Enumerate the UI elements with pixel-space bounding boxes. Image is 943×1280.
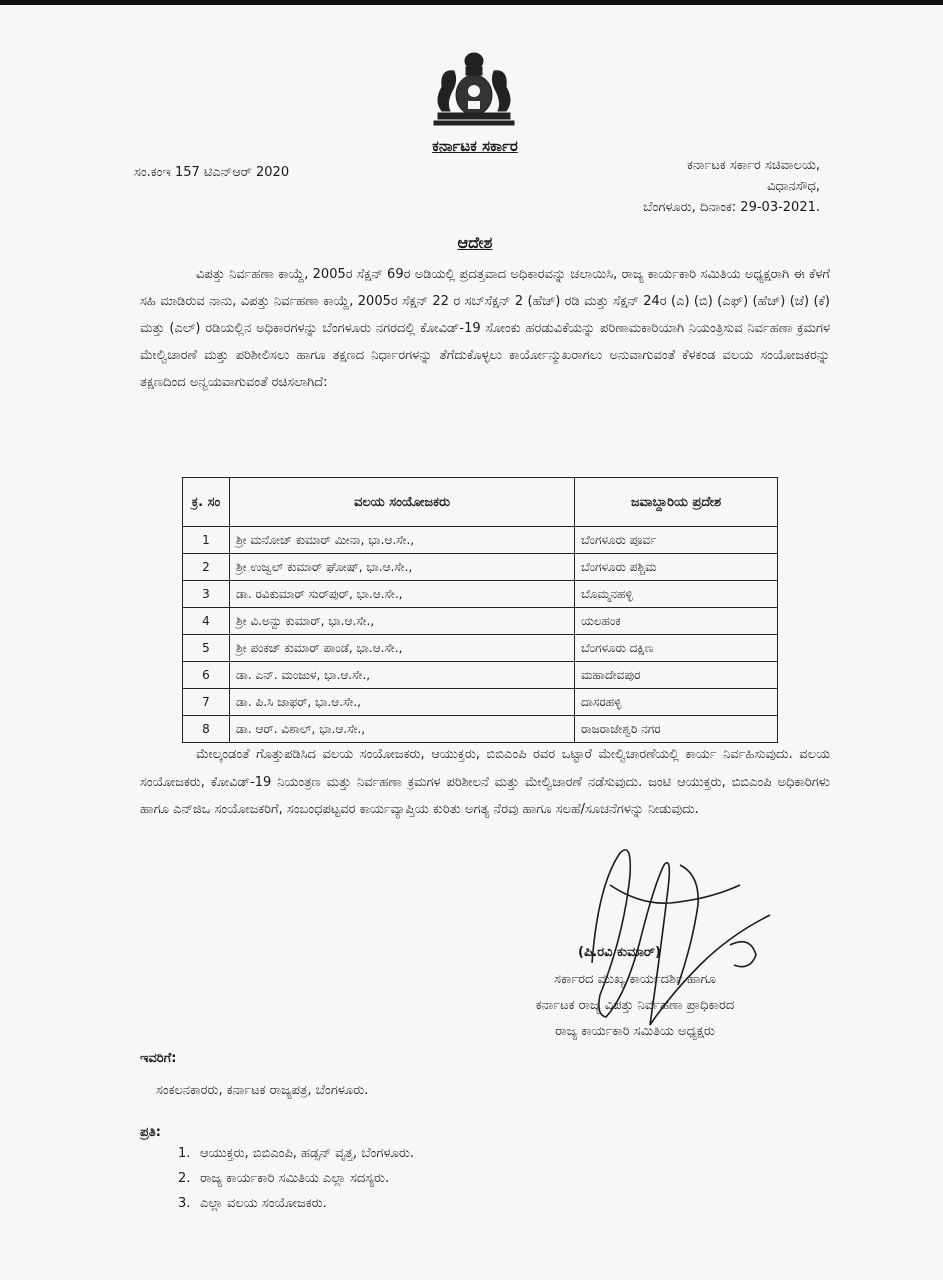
table-row xyxy=(183,689,778,716)
row-serial: 3 xyxy=(183,581,230,608)
table-row xyxy=(183,554,778,581)
row-coordinator: ಶ್ರೀ ವಿ.ಅನ್ಬು ಕುಮಾರ್, ಭಾ.ಆ.ಸೇ., xyxy=(230,608,575,635)
table-row xyxy=(183,527,778,554)
copy-recipient-list xyxy=(178,1141,414,1216)
row-coordinator: ಶ್ರೀ ಪಂಕಜ್ ಕುಮಾರ್ ಪಾಂಡೆ, ಭಾ.ಆ.ಸೇ., xyxy=(230,635,575,662)
address-line: ವಿಧಾನಸೌಧ, xyxy=(767,179,820,194)
order-paragraph-main: ವಿಪತ್ತು ನಿರ್ವಹಣಾ ಕಾಯ್ದೆ, 2005ರ ಸೆಕ್ಷನ್ 69ರ ಅಡಿಯಲ್ಲಿ ಪ್ರದತ್ತವಾದ ಅಧಿಕಾರವನ್ನು ಚಲಾಯಿಸಿ, ರಾಜ್ಯ ಕಾರ್ಯಕಾರಿ ಸಮಿತಿಯ ಅಧ್ಯಕ್ಷರಾಗಿ ಈ ಕೆಳಗೆ ಸಹಿ ಮಾಡಿರುವ ನಾನು, ವಿಪತ್ತು ನಿರ್ವಹಣಾ ಕಾಯ್ದೆ, 2005ರ ಸೆಕ್ಷನ್ 22 ರ ಸಬ್‌ಸೆಕ್ಷನ್ 2 (ಹೆಚ್) ರಡಿ ಮತ್ತು ಸೆಕ್ಷನ್ 24ರ (ಎ) (ಬಿ) (ಎಫ್) (ಹೆಚ್) (ಜೆ) (ಕೆ) ಮತ್ತು (ಎಲ್) ರಡಿಯಲ್ಲಿನ ಅಧಿಕಾರಗಳನ್ನು ಬೆಂಗಳೂರು ನಗರದಲ್ಲಿ ಕೋವಿಡ್-19 ಸೋಂಕು ಹರಡುವಿಕೆಯನ್ನು ಪರಿಣಾಮಕಾರಿಯಾಗಿ ನಿಯಂತ್ರಿಸುವ ನಿರ್ವಹಣಾ ಕ್ರಮಗಳ ಮೇಲ್ವಿಚಾರಣೆ ಮತ್ತು ಪರಿಶೀಲಿಸಲು ಹಾಗೂ ತಕ್ಷಣದ ನಿರ್ಧಾರಗಳನ್ನು ತೆಗೆದುಕೊಳ್ಳಲು ಕಾರ್ಯೋನ್ಮುಖರಾಗಲು ಅನುವಾಗುವಂತೆ ಕೆಳಕಂಡ ವಲಯ ಸಂಯೋಜಕರನ್ನು ತಕ್ಷಣದಿಂದ ಅನ್ವಯವಾಗುವಂತೆ ರಚಿಸಲಾಗಿದೆ: xyxy=(140,267,830,390)
signatory-name: (ಪಿ.ರವಿ ಕುಮಾರ್) xyxy=(578,945,661,960)
row-serial: 2 xyxy=(183,554,230,581)
row-coordinator: ಡಾ. ಪಿ.ಸಿ ಜಾಫರ್, ಭಾ.ಆ.ಸೇ., xyxy=(230,689,575,716)
table-header-row xyxy=(183,478,778,527)
to-recipient: ಸಂಕಲನಕಾರರು, ಕರ್ನಾಟಕ ರಾಜ್ಯಪತ್ರ, ಬೆಂಗಳೂರು. xyxy=(156,1083,369,1098)
header-serial-no: ಕ್ರ. ಸಂ xyxy=(183,478,230,527)
signatory-designation xyxy=(470,967,800,1045)
address-date-line: ಬೆಂಗಳೂರು, ದಿನಾಂಕ: 29-03-2021. xyxy=(643,200,820,215)
government-title: ಕರ್ನಾಟಕ ಸರ್ಕಾರ xyxy=(432,137,518,155)
list-item xyxy=(178,1166,414,1191)
row-area: ಬೊಮ್ಮನಹಳ್ಳಿ xyxy=(575,581,778,608)
list-item-text: ರಾಜ್ಯ ಕಾರ್ಯಕಾರಿ ಸಮಿತಿಯ ಎಲ್ಲಾ ಸದಸ್ಯರು. xyxy=(200,1171,390,1186)
row-coordinator: ಡಾ. ಆರ್. ವಿಶಾಲ್, ಭಾ.ಆ.ಸೇ., xyxy=(230,716,575,743)
row-serial: 7 xyxy=(183,689,230,716)
row-coordinator: ಶ್ರೀ ಉಜ್ವಲ್ ಕುಮಾರ್ ಘೋಷ್, ಭಾ.ಆ.ಸೇ., xyxy=(230,554,575,581)
address-line: ಕರ್ನಾಟಕ ಸರ್ಕಾರ ಸಚಿವಾಲಯ, xyxy=(686,158,820,173)
list-item-text: ಎಲ್ಲಾ ವಲಯ ಸಂಯೋಜಕರು. xyxy=(200,1196,327,1211)
list-item-number: 3. xyxy=(178,1196,191,1211)
order-title: ಆದೇಶ xyxy=(457,233,493,252)
list-item xyxy=(178,1141,414,1166)
row-area: ರಾಜರಾಜೇಶ್ವರಿ ನಗರ xyxy=(575,716,778,743)
row-area: ಬೆಂಗಳೂರು ದಕ್ಷಿಣ xyxy=(575,635,778,662)
copy-label: ಪ್ರತಿ: xyxy=(140,1125,161,1140)
row-area: ಮಹಾದೇವಪುರ xyxy=(575,662,778,689)
table-row xyxy=(183,581,778,608)
state-emblem-icon xyxy=(428,47,520,133)
table-row xyxy=(183,716,778,743)
row-area: ದಾಸರಹಳ್ಳಿ xyxy=(575,689,778,716)
designation-line: ಕರ್ನಾಟಕ ರಾಜ್ಯ ವಿಪತ್ತು ನಿರ್ವಹಣಾ ಪ್ರಾಧಿಕಾರದ xyxy=(535,998,735,1013)
table-row xyxy=(183,635,778,662)
document-page xyxy=(0,5,943,1280)
designation-line: ರಾಜ್ಯ ಕಾರ್ಯಕಾರಿ ಸಮಿತಿಯ ಅಧ್ಯಕ್ಷರು xyxy=(555,1024,715,1039)
list-item-number: 1. xyxy=(178,1146,191,1161)
row-coordinator: ಶ್ರೀ ಮನೋಜ್ ಕುಮಾರ್ ಮೀನಾ, ಭಾ.ಆ.ಸೇ., xyxy=(230,527,575,554)
list-item xyxy=(178,1191,414,1216)
list-item-text: ಆಯುಕ್ತರು, ಬಿಬಿಎಂಪಿ, ಹಡ್ಸನ್ ವೃತ್ತ, ಬೆಂಗಳೂರು. xyxy=(200,1146,414,1161)
row-serial: 8 xyxy=(183,716,230,743)
row-coordinator: ಡಾ. ರವಿಕುಮಾರ್ ಸುರ್‌ಪುರ್, ಭಾ.ಆ.ಸೇ., xyxy=(230,581,575,608)
header-area: ಜವಾಬ್ದಾರಿಯ ಪ್ರದೇಶ xyxy=(575,478,778,527)
table-row xyxy=(183,608,778,635)
row-serial: 1 xyxy=(183,527,230,554)
table-row xyxy=(183,662,778,689)
header-coordinator: ವಲಯ ಸಂಯೋಜಕರು xyxy=(230,478,575,527)
list-item-number: 2. xyxy=(178,1171,191,1186)
reference-number: ಸಂ.ಕಂಇ 157 ಟಿಎನ್‌ಆರ್ 2020 xyxy=(134,165,290,180)
row-serial: 6 xyxy=(183,662,230,689)
row-serial: 5 xyxy=(183,635,230,662)
row-coordinator: ಡಾ. ಎನ್. ಮಂಜುಳ, ಭಾ.ಆ.ಸೇ., xyxy=(230,662,575,689)
sender-address xyxy=(560,155,820,218)
designation-line: ಸರ್ಕಾರದ ಮುಖ್ಯ ಕಾರ್ಯದರ್ಶಿ ಹಾಗೂ xyxy=(554,972,716,987)
zone-coordinators-table xyxy=(182,477,778,743)
to-label: ಇವರಿಗೆ: xyxy=(140,1051,177,1066)
order-paragraph-instructions: ಮೇಲ್ಕಂಡಂತೆ ಗೊತ್ತುಪಡಿಸಿದ ವಲಯ ಸಂಯೋಜಕರು, ಆಯುಕ್ತರು, ಬಿಬಿಎಂಪಿ ರವರ ಒಟ್ಟಾರೆ ಮೇಲ್ವಿಚಾರಣೆಯಲ್ಲಿ ಕಾರ್ಯ ನಿರ್ವಹಿಸುವುದು. ವಲಯ ಸಂಯೋಜಕರು, ಕೋವಿಡ್-19 ನಿಯಂತ್ರಣ ಮತ್ತು ನಿರ್ವಹಣಾ ಕ್ರಮಗಳ ಪರಿಶೀಲನೆ ಮತ್ತು ಮೇಲ್ವಿಚಾರಣೆ ನಡೆಸುವುದು. ಜಂಟಿ ಆಯುಕ್ತರು, ಬಿಬಿಎಂಪಿ ಅಧಿಕಾರಿಗಳು ಹಾಗೂ ಎನ್‌ಜಿಒ ಸಂಯೋಜಕರಿಗೆ, ಸಂಬಂಧಪಟ್ಟವರ ಕಾರ್ಯವ್ಯಾಪ್ತಿಯ ಕುರಿತು ಅಗತ್ಯ ನೆರವು ಹಾಗೂ ಸಲಹೆ/ಸೂಚನೆಗಳನ್ನು ನೀಡುವುದು. xyxy=(140,747,830,817)
row-area: ಬೆಂಗಳೂರು ಪೂರ್ವ xyxy=(575,527,778,554)
row-area: ಬೆಂಗಳೂರು ಪಶ್ಚಿಮ xyxy=(575,554,778,581)
row-serial: 4 xyxy=(183,608,230,635)
row-area: ಯಲಹಂಕ xyxy=(575,608,778,635)
